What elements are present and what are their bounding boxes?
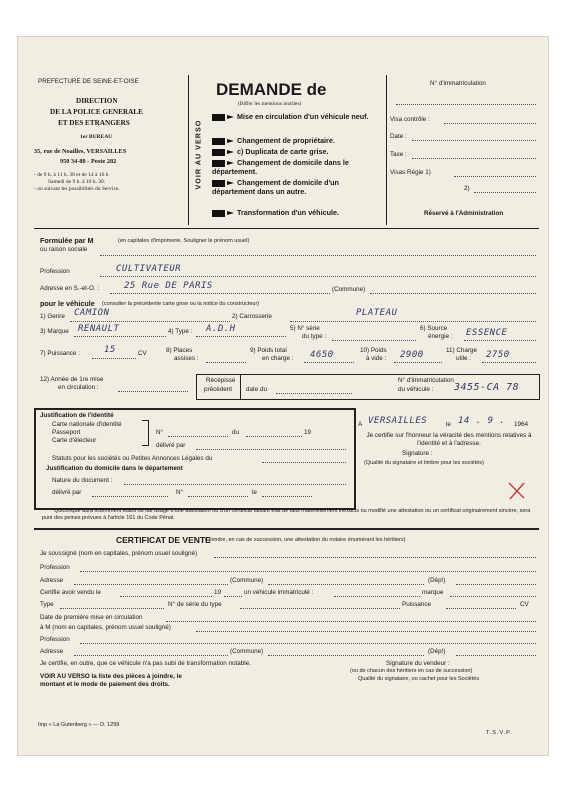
certifie-label: Certifie avoir vendu le <box>40 589 101 596</box>
bracket <box>142 420 149 446</box>
pointing-hand-icon <box>212 149 234 156</box>
demande-item-6[interactable] <box>212 208 384 217</box>
vente-commune-label: (Commune) <box>230 577 264 584</box>
doc-no-field[interactable] <box>188 496 248 497</box>
visas-regie-label: Visas Régie 1) <box>390 169 431 176</box>
phone: 950 34-80 - Poste 282 <box>60 158 117 165</box>
vente-dep-label: (Dép!) <box>428 577 446 584</box>
visa-label: Visa contrôle : <box>390 116 430 123</box>
vente-dep2-label: (Dép!) <box>428 648 446 655</box>
formulee-note: (en capitales d'imprimerie. Souligner le prénom usuel) <box>118 238 250 244</box>
vente-puissance-label: Puissance <box>402 601 432 608</box>
commune-field[interactable] <box>370 293 536 294</box>
verso-note: VOIR AU VERSO la liste des pièces à joindre, le montant et le mode de paiement des droits. <box>40 673 182 688</box>
pointing-hand-icon <box>212 160 234 167</box>
vente-title: CERTIFICAT DE VENTE <box>116 535 211 545</box>
carrosserie-label: 2) Carrosserie <box>232 313 272 320</box>
piece-date-field[interactable] <box>246 436 302 437</box>
genre-label: 1) Genre <box>40 313 65 320</box>
places-label: 8) Places <box>166 347 193 354</box>
vendeur-name-field[interactable] <box>214 557 536 558</box>
direction-label: DIRECTION <box>76 97 118 105</box>
taxe-label: Taxe : <box>390 151 407 158</box>
commune-label: (Commune) <box>332 286 366 293</box>
poids-vide-label: 10) Poids <box>360 347 387 354</box>
demande-title: DEMANDE de <box>216 80 327 99</box>
vendeur-adresse-field[interactable] <box>74 584 228 585</box>
annee-field[interactable] <box>118 391 188 392</box>
voir-au-verso-vertical: VOIR AU VERSO <box>193 119 203 190</box>
demande-subtitle: (Biffer les mentions inutiles) <box>238 101 302 107</box>
puissance-field[interactable] <box>92 358 136 359</box>
tsvp-label: T.S.V.P. <box>486 730 513 736</box>
formulee-label: Formulée par M <box>40 236 94 245</box>
source-label-2: énergie : <box>428 333 453 340</box>
le-label: le <box>252 489 257 496</box>
pointing-hand-icon <box>212 210 234 217</box>
signature-note: (Qualité du signataire et timbre pour les sociétés) <box>364 460 484 466</box>
vente-marque-field[interactable] <box>450 596 536 597</box>
carrosserie-field[interactable] <box>290 321 536 322</box>
warning-rule <box>34 528 539 530</box>
vente-profession-label: Profession <box>40 564 70 571</box>
vente-19-label: 19 <box>214 589 222 596</box>
profession-value[interactable]: CULTIVATEUR <box>116 264 182 274</box>
no-label: N° <box>156 429 164 436</box>
header-divider-left <box>188 75 189 225</box>
address: 35, rue de Noailles, VERSAILLES <box>34 148 127 155</box>
vendeur-dep-field[interactable] <box>456 584 536 585</box>
poids-vide-label-2: à vide : <box>366 355 387 362</box>
date-mise-label: Date de première mise en circulation <box>40 614 143 621</box>
source-field[interactable] <box>464 340 536 341</box>
vendeur-commune-field[interactable] <box>268 584 424 585</box>
vente-puissance-field[interactable] <box>446 608 516 609</box>
certif-honneur: Je certifie sur l'honneur la véracité des mentions relatives à l'identité et à l'adresse. <box>366 432 532 447</box>
immat-label: N° d'immatriculation <box>398 377 454 384</box>
immat-value[interactable]: 3455-CA 78 <box>454 382 520 393</box>
nature-label: Nature du document : <box>52 477 113 484</box>
serie-label: 5) N° série <box>290 325 320 332</box>
le2-label: le <box>446 421 451 428</box>
pointing-hand-icon <box>212 114 234 121</box>
doc-date-field[interactable] <box>262 496 312 497</box>
charge-label: 11) Charge <box>446 347 478 354</box>
sig-vendeur-note2: Qualité du signataire, ou cachet pour les Sociétés <box>358 676 480 682</box>
visa-field[interactable] <box>444 123 536 124</box>
date-label: Date : <box>390 133 407 140</box>
charge-field[interactable] <box>482 362 536 363</box>
imprimerie-label: Imp « La Gutenberg » — D. 1299 <box>38 722 120 728</box>
item-label: Changement de domicile dans le département. <box>212 158 349 176</box>
marque-value[interactable]: RENAULT <box>78 324 120 334</box>
vente-adresse-label: Adresse <box>40 577 64 584</box>
sig-vendeur-note1: (ou de chacun des héritiers en cas de succession) <box>350 668 473 674</box>
vente-serie-field[interactable] <box>240 608 400 609</box>
red-cross-mark <box>506 480 528 502</box>
piece-no-field[interactable] <box>168 436 228 437</box>
puissance-value[interactable]: 15 <box>104 345 116 355</box>
vente-marque-label: marque <box>422 589 444 596</box>
raison-label: ou raison sociale <box>40 246 88 253</box>
date-du-label: date du <box>246 386 268 393</box>
sig-vendeur-label: Signature du vendeur : <box>386 660 450 667</box>
acheteur-name-field[interactable] <box>196 631 536 632</box>
item-label: Transformation d'un véhicule. <box>237 208 339 217</box>
demande-item-5[interactable] <box>212 178 384 196</box>
vente-type-label: Type <box>40 601 54 608</box>
annee-label: 12) Année de 1re mise <box>40 376 104 383</box>
item-label: c) Duplicata de carte grise. <box>237 147 329 156</box>
passeport-label: Passeport <box>52 429 81 436</box>
acheteur-adresse-field[interactable] <box>74 655 228 656</box>
serie-field[interactable] <box>332 340 416 341</box>
profession-label: Profession <box>40 268 70 275</box>
header-divider-right <box>386 75 387 225</box>
type-field[interactable] <box>196 336 286 337</box>
carte-label: Carte nationale d'identité <box>52 421 122 428</box>
demande-item-4[interactable] <box>212 158 384 176</box>
profession-field[interactable] <box>100 276 536 277</box>
genre-field[interactable] <box>70 321 230 322</box>
immat-header: N° d'immatriculation <box>430 80 486 87</box>
vente-year-field[interactable] <box>224 596 242 597</box>
pointing-hand-icon <box>212 138 234 145</box>
item-label: Changement de propriétaire. <box>237 136 335 145</box>
hours-line-3: - ou suivant les possibilités du Service. <box>34 186 120 192</box>
date-mise-field[interactable] <box>166 621 536 622</box>
recepisse-date-field[interactable] <box>276 393 352 394</box>
places-field[interactable] <box>206 362 246 363</box>
poids-total-label-2: en charge : <box>262 355 294 362</box>
demande-item-2[interactable] <box>212 136 384 145</box>
source-label: 6) Source <box>420 325 448 332</box>
annee-label-2: en circulation : <box>58 384 99 391</box>
type-value[interactable]: A.D.H <box>206 324 236 334</box>
charge-label-2: utile : <box>456 355 472 362</box>
statuts-field[interactable] <box>262 462 346 463</box>
certifie2-label: Je certifie, en outre, que ce véhicule n'a pas subi de transformation notable. <box>40 660 251 667</box>
soussigne-label: Je soussigné (nom en capitales, prénom usuel souligné) <box>40 550 198 557</box>
police-label: DE LA POLICE GENERALE <box>50 108 143 116</box>
marque-label: 3) Marque <box>40 328 69 335</box>
marque-field[interactable] <box>74 336 166 337</box>
name-field[interactable] <box>100 255 536 256</box>
item-label: Mise en circulation d'un véhicule neuf. <box>237 112 369 121</box>
poids-total-value[interactable]: 4650 <box>310 350 334 360</box>
poids-total-label: 9) Poids total <box>250 347 287 354</box>
electeur-label: Carte d'électeur <box>52 437 97 444</box>
vente-profession2-label: Profession <box>40 636 70 643</box>
puissance-label: 7) Puissance : <box>40 350 80 357</box>
immat-field[interactable] <box>396 104 536 105</box>
acheteur-dep-field[interactable] <box>456 655 536 656</box>
acheteur-commune-field[interactable] <box>268 655 424 656</box>
vente-serie-label: N° de série du type <box>168 601 222 608</box>
vente-date-field[interactable] <box>120 596 212 597</box>
regie2-label: 2) <box>464 185 470 192</box>
charge-value[interactable]: 2750 <box>486 350 510 360</box>
vente-immat-field[interactable] <box>334 596 420 597</box>
legal-warning: Quiconque aura sciemment établi ou fait usage d'une attestation ou d'un certificat faisant état de faits matériellement inexacts ou modifié une attestation ou un certificat originairement sincère, sera puni des peines prévues à l'article 161 du Code Pénal. <box>42 508 531 521</box>
adresse-value[interactable]: 25 Rue DE PARIS <box>124 281 213 291</box>
regie1-field[interactable] <box>454 176 536 177</box>
no2-label: N° <box>176 489 184 496</box>
recepisse-divider <box>240 374 241 399</box>
source-value[interactable]: ESSENCE <box>466 328 508 338</box>
vendeur-profession-field[interactable] <box>80 571 536 572</box>
adresse-field[interactable] <box>110 293 330 294</box>
pointing-hand-icon <box>212 180 234 187</box>
a-m-label: à M (nom en capitales, prénom usuel souligné) <box>40 624 171 631</box>
serie-label-2: du type : <box>302 333 327 340</box>
justif-title: Justification de l'identité <box>40 412 114 419</box>
nature-field[interactable] <box>124 484 346 485</box>
item-label: Changement de domicile d'un département dans un autre. <box>212 178 339 196</box>
header-bottom-rule <box>34 228 539 229</box>
nineteen-label: 19 <box>304 429 312 436</box>
vente-adresse2-label: Adresse <box>40 648 64 655</box>
recepisse-label: Récépissé <box>206 377 236 384</box>
year-label: 1964 <box>514 421 529 428</box>
vehicule-note: (consulter la précédente carte grise ou la notice du constructeur) <box>102 301 260 307</box>
regie2-field[interactable] <box>474 192 536 193</box>
poids-total-field[interactable] <box>304 362 354 363</box>
domicile-label: Justification du domicile dans le département <box>46 465 183 472</box>
a-label: A <box>358 421 363 428</box>
hours-line-1: - de 9 h. à 11 h. 30 et de 14 à 16 h <box>34 172 109 178</box>
demande-item-1[interactable] <box>212 112 384 121</box>
vehicule-label: pour le véhicule <box>40 299 95 308</box>
acheteur-profession-field[interactable] <box>80 643 536 644</box>
delivre2-label: délivré par <box>52 489 82 496</box>
delivre-field[interactable] <box>196 449 346 450</box>
type-label: 4) Type : <box>168 328 193 335</box>
taxe-field[interactable] <box>412 158 536 159</box>
vente-commune2-label: (Commune) <box>230 648 264 655</box>
demande-item-3[interactable] <box>212 147 384 156</box>
vente-title-note: (Y joindre, en cas de succession, une attestation du notaire énumérant les héritiers) <box>202 537 406 543</box>
adresse-label: Adresse en S.-et-O. : <box>40 285 100 292</box>
immat-label-2: du véhicule : <box>398 386 434 393</box>
delivre2-field[interactable] <box>92 496 168 497</box>
places-label-2: assises : <box>174 355 199 362</box>
poids-vide-value[interactable]: 2900 <box>400 350 424 360</box>
lieu-value[interactable]: VERSAILLES <box>368 416 428 426</box>
etrangers-label: ET DES ETRANGERS <box>58 119 130 127</box>
date-field[interactable] <box>412 140 536 141</box>
statuts-label: Statuts pour les sociétés ou Petites Annonces Légales du <box>52 455 213 462</box>
precedent-label: précédent <box>204 386 233 393</box>
bureau-label: 1er BUREAU <box>80 134 113 140</box>
hours-line-2: Samedi de 9 h. à 10 h. 30. <box>48 179 106 185</box>
carrosserie-value[interactable]: PLATEAU <box>356 308 398 318</box>
signature-label: Signature : <box>402 450 433 457</box>
du-label: du <box>232 429 240 436</box>
prefecture-name: PREFECTURE DE SEINE-ET-OISE <box>38 78 139 85</box>
poids-vide-field[interactable] <box>394 362 442 363</box>
reserve-label: Réservé à l'Administration <box>424 210 504 217</box>
vente-type-field[interactable] <box>60 608 164 609</box>
genre-value[interactable]: CAMION <box>74 308 110 318</box>
immatricule-label: un véhicule immatriculé : <box>244 589 314 596</box>
vente-cv-label: CV <box>520 601 529 608</box>
delivre-label: délivré par <box>156 442 186 449</box>
date-value[interactable]: 14 . 9 . <box>458 416 506 426</box>
cv-label: CV <box>138 350 147 357</box>
